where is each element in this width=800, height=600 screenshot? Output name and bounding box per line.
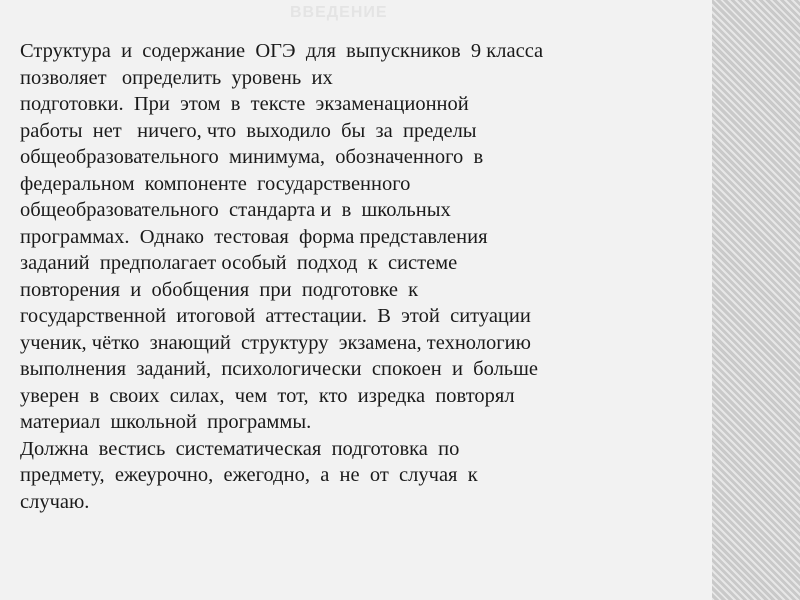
text-line: подготовки. При этом в тексте экзаменационной <box>20 93 469 115</box>
text-line: ученик, чётко знающий структуру экзамена, технологию <box>20 331 531 354</box>
text-line: повторения и обобщения при подготовке к <box>20 278 419 301</box>
text-line: общеобразовательного минимума, обозначенного в <box>20 146 484 168</box>
text-line: федеральном компоненте государственного <box>20 172 411 195</box>
text-line: общеобразовательного стандарта и в школьных <box>20 199 451 221</box>
text-line: Должна вестись систематическая подготовка по <box>20 437 460 460</box>
text-line: материал школьной программы. <box>20 411 312 433</box>
text-line: случаю. <box>20 490 90 513</box>
text-line: уверен в своих силах, чем тот, кто изредка повторял <box>20 384 515 407</box>
text-line: позволяет определить уровень их <box>20 66 333 89</box>
text-line: заданий предполагает особый подход к системе <box>20 252 458 274</box>
decorative-side-band <box>712 0 800 600</box>
text-line: предмету, ежеурочно, ежегодно, а не от случая к <box>20 464 478 486</box>
text-line: программах. Однако тестовая форма представления <box>20 225 488 248</box>
text-line: Структура и содержание ОГЭ для выпускников 9 класса <box>20 40 544 62</box>
slide-title: ВВЕДЕНИЕ <box>290 4 388 21</box>
text-line: выполнения заданий, психологически спокоен и больше <box>20 358 539 380</box>
text-line: государственной итоговой аттестации. В этой ситуации <box>20 305 531 327</box>
slide-body-text <box>20 38 660 515</box>
text-line: работы нет ничего, что выходило бы за пределы <box>20 119 477 142</box>
